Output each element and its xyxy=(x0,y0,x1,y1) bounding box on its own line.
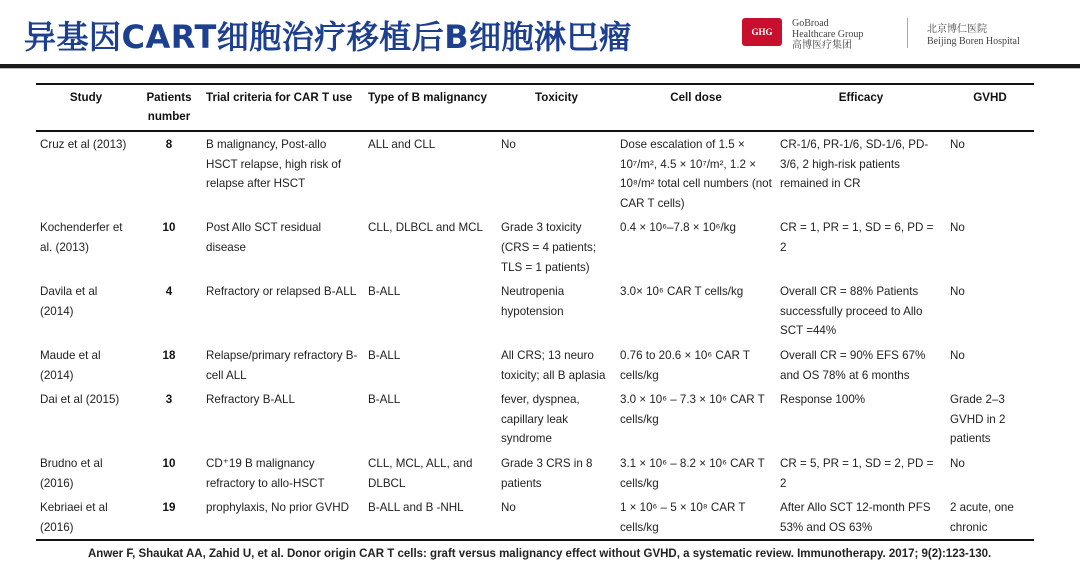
cell-toxicity: fever, dyspnea, capillary leak syndrome xyxy=(501,393,580,446)
cell-type: ALL and CLL xyxy=(368,138,436,151)
cell-efficacy: CR = 1, PR = 1, SD = 6, PD = 2 xyxy=(780,221,934,254)
cell-gvhd: No xyxy=(950,348,965,362)
cell-patients: 8 xyxy=(165,138,173,151)
cell-patients: 3 xyxy=(165,393,173,407)
col-header-study: Study xyxy=(69,91,103,104)
table-row xyxy=(36,215,1034,279)
citation: Anwer F, Shaukat AA, Zahid U, et al. Donor origin CAR T cells: graft versus malignancy effect without GVHD, a systematic review. Immunotherapy. 2017; 9(2):123-130. xyxy=(88,548,992,560)
cell-dose: Dose escalation of 1.5 × 10⁷/m², 4.5 × 10⁷/m², 1.2 × 10⁸/m² total cell numbers (not CAR T cells) xyxy=(620,138,772,210)
cell-type: B-ALL xyxy=(368,348,401,362)
table-row xyxy=(36,279,1034,343)
cell-dose: 0.76 to 20.6 × 10⁶ CAR T cells/kg xyxy=(620,348,750,382)
cell-patients: 19 xyxy=(162,501,176,515)
cell-dose: 3.1 × 10⁶ – 8.2 × 10⁶ CAR T cells/kg xyxy=(620,456,765,490)
cell-type: CLL, DLBCL and MCL xyxy=(368,221,483,235)
cell-dose: 1 × 10⁶ – 5 × 10⁸ CAR T cells/kg xyxy=(620,501,746,534)
col-header-gvhd: GVHD xyxy=(973,91,1007,104)
cell-criteria: Refractory or relapsed B-ALL xyxy=(206,285,357,299)
hospital-logo-text xyxy=(927,24,1020,48)
cell-study: Dai et al (2015) xyxy=(40,393,120,407)
cell-criteria: prophylaxis, No prior GVHD xyxy=(206,501,350,515)
cell-efficacy: After Allo SCT 12-month PFS 53% and OS 63% xyxy=(780,501,931,534)
cell-study: Cruz et al (2013) xyxy=(40,138,127,151)
table-row xyxy=(36,131,1034,215)
cell-efficacy: CR-1/6, PR-1/6, SD-1/6, PD-3/6, 2 high-risk patients remained in CR xyxy=(780,138,929,191)
table-row xyxy=(36,495,1034,540)
cell-toxicity: Grade 3 toxicity (CRS = 4 patients; TLS = 1 patients) xyxy=(501,221,597,274)
cell-type: B-ALL xyxy=(368,285,401,299)
cell-gvhd: No xyxy=(950,456,965,470)
cell-study: Maude et al (2014) xyxy=(40,348,101,382)
cell-efficacy: Overall CR = 90% EFS 67% and OS 78% at 6 months xyxy=(780,348,926,382)
cell-gvhd: No xyxy=(950,138,965,151)
cell-patients: 10 xyxy=(162,221,176,235)
cell-type: CLL, MCL, ALL, and DLBCL xyxy=(368,456,473,490)
header-rule-thin xyxy=(0,68,1080,69)
cell-criteria: Post Allo SCT residual disease xyxy=(206,221,322,254)
cell-dose: 3.0 × 10⁶ – 7.3 × 10⁶ CAR T cells/kg xyxy=(620,393,765,426)
cell-criteria: Relapse/primary refractory B-cell ALL xyxy=(206,348,358,382)
col-header-patients: Patients number xyxy=(146,91,192,123)
cell-patients: 10 xyxy=(162,456,176,470)
cell-study: Davila et al (2014) xyxy=(40,285,98,318)
cell-patients: 18 xyxy=(162,348,176,362)
table-row xyxy=(36,451,1034,495)
studies-table xyxy=(36,83,1034,541)
cell-toxicity: Neutropenia hypotension xyxy=(501,285,565,318)
cell-dose: 3.0× 10⁶ CAR T cells/kg xyxy=(620,285,744,299)
col-header-type: Type of B malignancy xyxy=(368,91,487,104)
cell-study: Kochenderfer et al. (2013) xyxy=(40,221,123,254)
cell-study: Kebriaei et al (2016) xyxy=(40,501,108,534)
cell-toxicity: Grade 3 CRS in 8 patients xyxy=(501,456,593,490)
cell-gvhd: Grade 2–3 GVHD in 2 patients xyxy=(950,393,1006,446)
cell-gvhd: 2 acute, one chronic xyxy=(950,501,1014,534)
cell-gvhd: No xyxy=(950,221,965,235)
logo-line-1: GoBroad xyxy=(792,18,829,29)
table-row xyxy=(36,387,1034,451)
cell-dose: 0.4 × 10⁶–7.8 × 10⁶/kg xyxy=(620,221,736,235)
cell-criteria: CD⁺19 B malignancy refractory to allo-HSCT xyxy=(206,456,325,490)
cell-efficacy: Response 100% xyxy=(780,393,866,407)
col-header-efficacy: Efficacy xyxy=(838,91,884,104)
hospital-name-cn: 北京博仁医院 xyxy=(927,24,987,35)
table-header-row xyxy=(36,84,1034,131)
cell-type: B-ALL xyxy=(368,393,401,407)
col-header-criteria: Trial criteria for CAR T use xyxy=(206,91,353,104)
cell-toxicity: No xyxy=(501,501,516,515)
cell-efficacy: CR = 5, PR = 1, SD = 2, PD = 2 xyxy=(780,456,934,490)
logo-line-2: Healthcare Group xyxy=(792,29,864,40)
slide-header xyxy=(0,0,1080,68)
cell-criteria: Refractory B-ALL xyxy=(206,393,295,407)
gobroad-logo-icon: GHG xyxy=(742,18,782,46)
hospital-name-en: Beijing Boren Hospital xyxy=(927,36,1020,47)
logo-divider xyxy=(907,18,908,48)
col-header-cell-dose: Cell dose xyxy=(670,91,722,104)
table-row xyxy=(36,343,1034,387)
slide-title: 异基因CART细胞治疗移植后B细胞淋巴瘤 xyxy=(24,18,632,56)
cell-gvhd: No xyxy=(950,285,965,299)
cell-criteria: B malignancy, Post-allo HSCT relapse, high risk of relapse after HSCT xyxy=(206,138,342,191)
cell-toxicity: No xyxy=(501,138,516,151)
cell-type: B-ALL and B -NHL xyxy=(368,501,464,515)
col-header-toxicity: Toxicity xyxy=(535,91,578,104)
cell-efficacy: Overall CR = 88% Patients successfully proceed to Allo SCT =44% xyxy=(780,285,923,338)
gobroad-logo-text xyxy=(792,18,863,51)
cell-toxicity: All CRS; 13 neuro toxicity; all B aplasia xyxy=(501,348,606,382)
logo-line-3: 高博医疗集团 xyxy=(792,40,852,51)
cell-patients: 4 xyxy=(165,285,173,299)
cell-study: Brudno et al (2016) xyxy=(40,456,103,490)
